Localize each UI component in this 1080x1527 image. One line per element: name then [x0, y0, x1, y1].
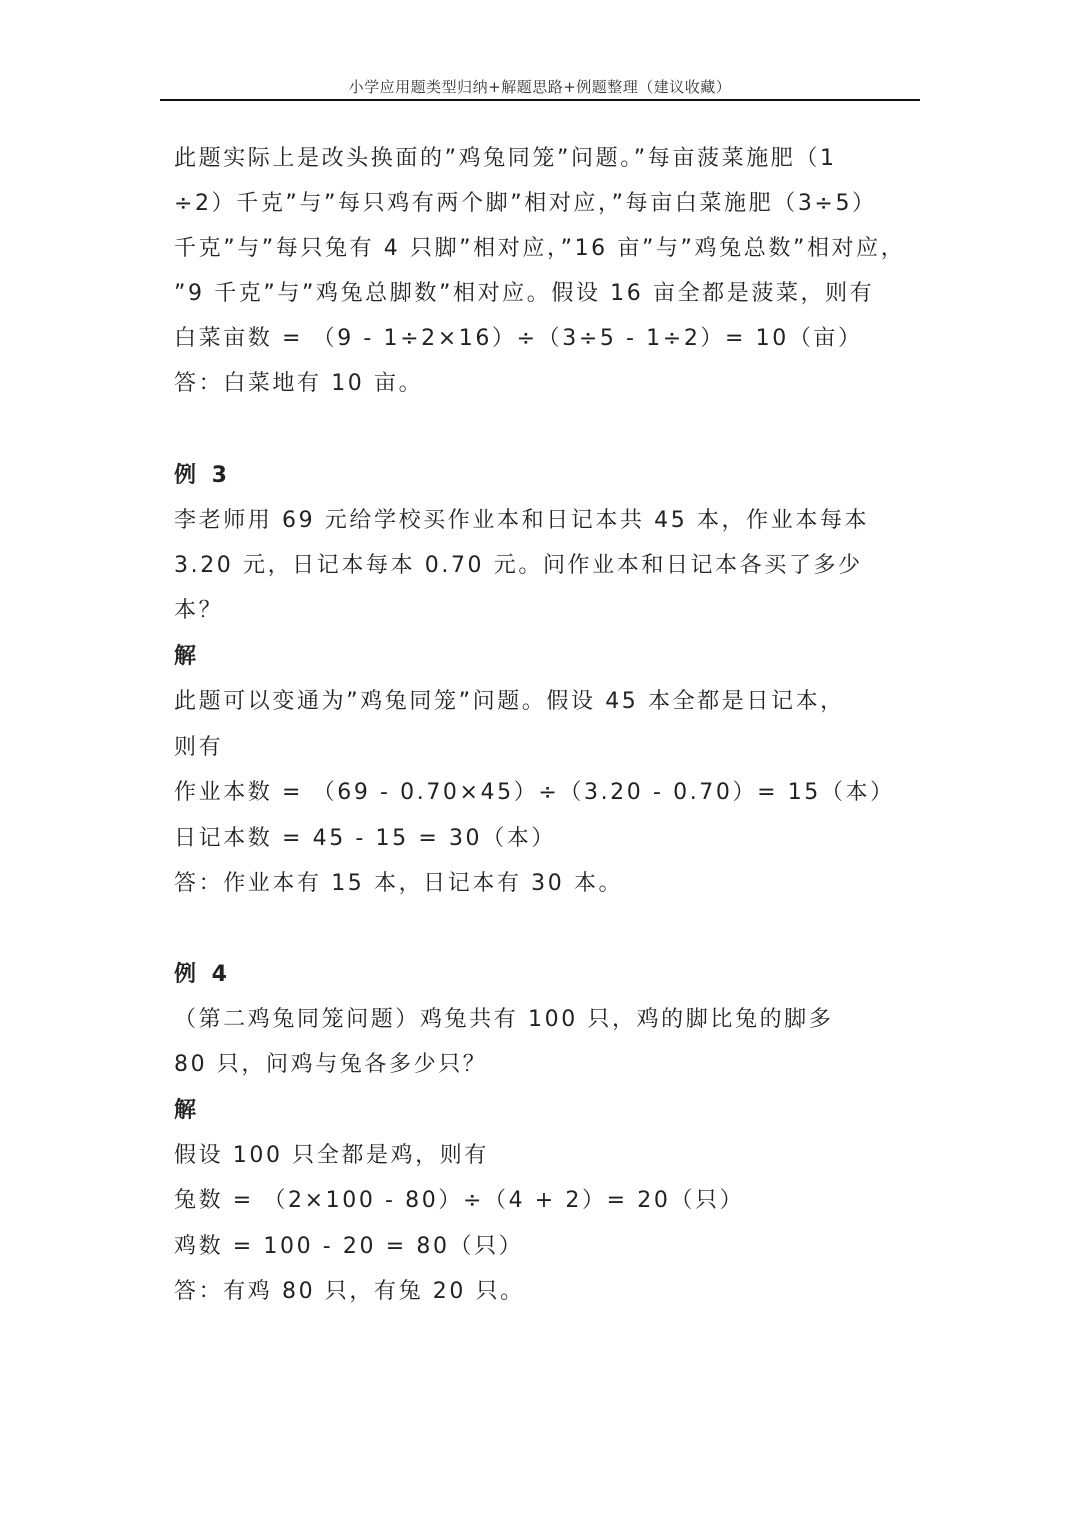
text-line: 则有 [174, 735, 224, 760]
page-header-title: 小学应用题类型归纳+解题思路+例题整理（建议收藏） [348, 78, 732, 96]
solution-heading: 解 [174, 1098, 201, 1123]
text-line: 李老师用 69 元给学校买作业本和日记本共 45 本，作业本每本 [174, 508, 870, 533]
example-3-heading: 例 3 [174, 463, 231, 488]
text-line: 80 只，问鸡与兔各多少只？ [174, 1052, 488, 1077]
example-4-heading: 例 4 [174, 962, 231, 987]
formula-line: 白菜亩数 = （9 - 1÷2×16）÷（3÷5 - 1÷2）= 10（亩） [174, 326, 863, 351]
text-line: 此题实际上是改头换面的”鸡兔同笼”问题。”每亩菠菜施肥（1 [174, 146, 837, 171]
text-line: 此题可以变通为”鸡兔同笼”问题。假设 45 本全都是日记本， [174, 689, 845, 714]
header-divider [160, 99, 920, 101]
answer-line: 答：作业本有 15 本，日记本有 30 本。 [174, 871, 624, 896]
answer-line: 答：白菜地有 10 亩。 [174, 371, 424, 396]
answer-line: 答：有鸡 80 只，有兔 20 只。 [174, 1279, 525, 1304]
formula-line: 日记本数 = 45 - 15 = 30（本） [174, 826, 556, 851]
solution-heading: 解 [174, 644, 201, 669]
formula-line: 鸡数 = 100 - 20 = 80（只） [174, 1234, 524, 1259]
text-line: （第二鸡兔同笼问题）鸡兔共有 100 只，鸡的脚比兔的脚多 [174, 1007, 834, 1032]
text-line: 千克”与”每只兔有 4 只脚”相对应，”16 亩”与”鸡兔总数”相对应， [174, 236, 906, 261]
text-line: 本？ [174, 598, 224, 623]
text-line: ÷2）千克”与”每只鸡有两个脚”相对应，”每亩白菜施肥（3÷5） [174, 191, 877, 216]
formula-line: 作业本数 = （69 - 0.70×45）÷（3.20 - 0.70）= 15（本） [174, 780, 895, 805]
text-line: ”9 千克”与”鸡兔总脚数”相对应。假设 16 亩全都是菠菜，则有 [174, 281, 875, 306]
text-line: 3.20 元，日记本每本 0.70 元。问作业本和日记本各买了多少 [174, 553, 863, 578]
formula-line: 兔数 = （2×100 - 80）÷（4 + 2）= 20（只） [174, 1188, 745, 1213]
text-line: 假设 100 只全都是鸡，则有 [174, 1143, 489, 1168]
